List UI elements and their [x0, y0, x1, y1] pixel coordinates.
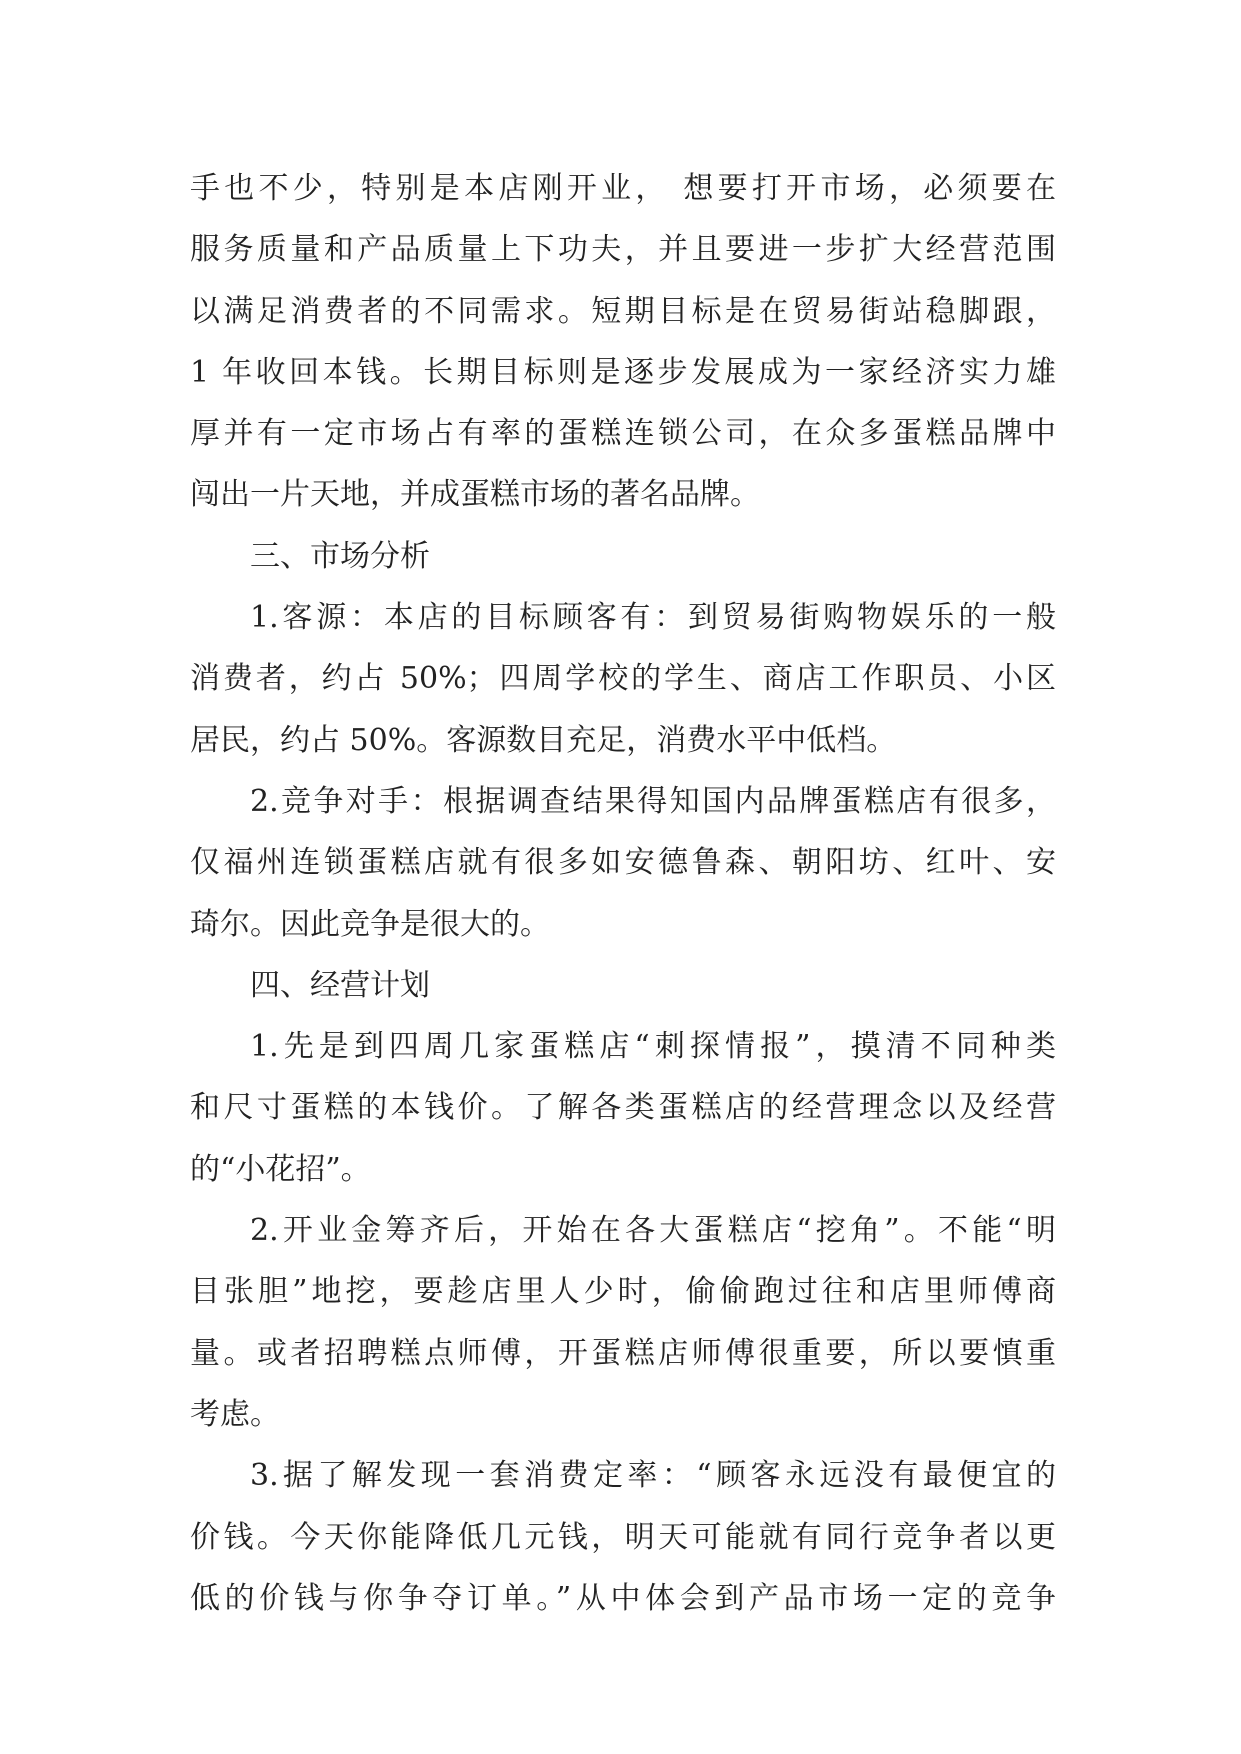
text-line: 3.据了解发现一套消费定率：“顾客永远没有最便宜的 — [250, 1458, 1056, 1494]
text-line: 厚并有一定市场占有率的蛋糕连锁公司，在众多蛋糕品牌中 — [190, 416, 1056, 452]
text-line: 1 年收回本钱。长期目标则是逐步发展成为一家经济实力雄 — [190, 354, 1056, 390]
text-line: 考虑。 — [190, 1396, 280, 1432]
text-line: 的“小花招”。 — [190, 1151, 371, 1187]
text-line: 仅福州连锁蛋糕店就有很多如安德鲁森、朝阳坊、红叶、安 — [190, 845, 1056, 881]
text-line: 低的价钱与你争夺订单。”从中体会到产品市场一定的竞争 — [190, 1580, 1056, 1616]
text-line: 服务质量和产品质量上下功夫，并且要进一步扩大经营范围 — [190, 232, 1056, 268]
text-line: 琦尔。因此竞争是很大的。 — [190, 906, 550, 942]
text-line: 量。或者招聘糕点师傅，开蛋糕店师傅很重要，所以要慎重 — [190, 1335, 1056, 1371]
text-line: 以满足消费者的不同需求。短期目标是在贸易街站稳脚跟， — [190, 293, 1056, 329]
text-line: 手也不少，特别是本店刚开业， 想要打开市场，必须要在 — [190, 171, 1056, 206]
text-line: 1.先是到四周几家蛋糕店“刺探情报”，摸清不同种类 — [250, 1029, 1056, 1065]
text-line: 居民，约占 50%。客源数目充足，消费水平中低档。 — [190, 722, 897, 758]
text-line: 目张胆”地挖，要趁店里人少时，偷偷跑过往和店里师傅商 — [190, 1274, 1056, 1310]
text-line: 1.客源：本店的目标顾客有：到贸易街购物娱乐的一般 — [250, 600, 1056, 636]
text-line: 价钱。今天你能降低几元钱，明天可能就有同行竞争者以更 — [190, 1519, 1056, 1555]
text-line: 消费者，约占 50%；四周学校的学生、商店工作职员、小区 — [190, 661, 1056, 697]
text-line: 2.竞争对手：根据调查结果得知国内品牌蛋糕店有很多， — [250, 783, 1056, 819]
section-heading: 三、市场分析 — [250, 538, 430, 574]
document-body — [190, 158, 1056, 1629]
text-line: 闯出一片天地，并成蛋糕市场的著名品牌。 — [190, 477, 760, 513]
section-heading: 四、经营计划 — [250, 967, 430, 1003]
text-line: 2.开业金筹齐后，开始在各大蛋糕店“挖角”。不能“明 — [250, 1213, 1056, 1249]
text-line: 和尺寸蛋糕的本钱价。了解各类蛋糕店的经营理念以及经营 — [190, 1090, 1056, 1126]
